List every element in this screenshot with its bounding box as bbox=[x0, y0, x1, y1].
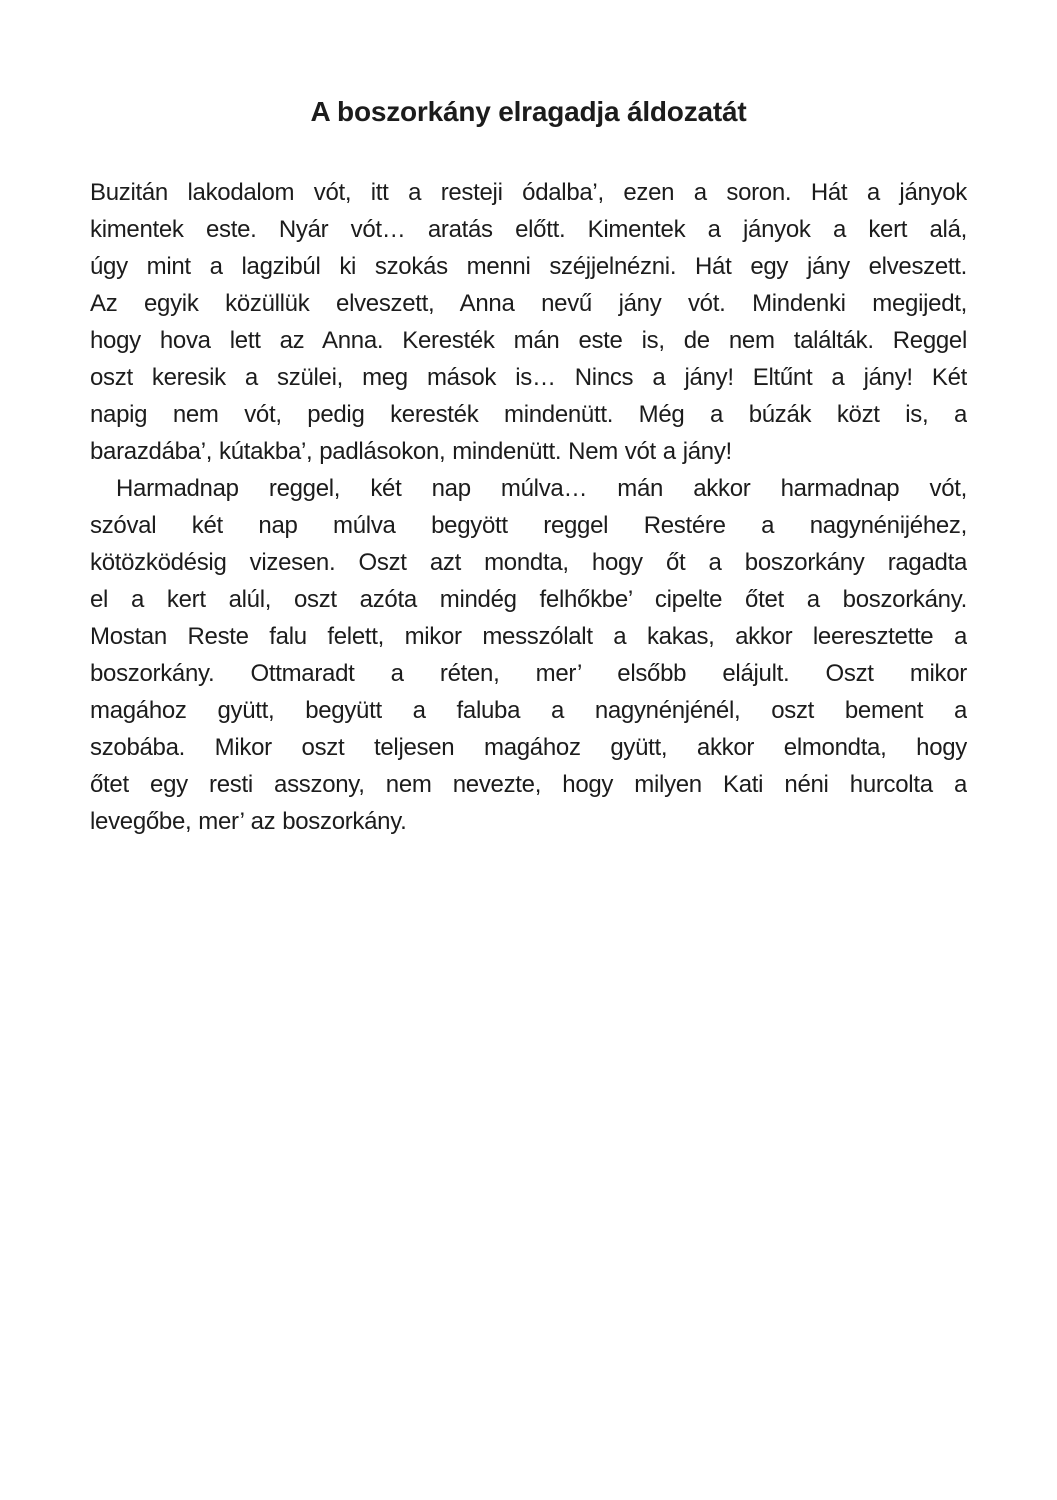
text-line: Buzitán lakodalom vót, itt a resteji ódalba’, ezen a soron. Hát a jányok bbox=[90, 179, 967, 206]
text-line: Az egyik közüllük elveszett, Anna nevű jány vót. Mindenki megijedt, bbox=[90, 290, 967, 317]
text-line: barazdába’, kútakba’, padlásokon, mindenütt. Nem vót a jány! bbox=[90, 438, 732, 465]
text-line: magához gyütt, begyütt a faluba a nagynénjénél, oszt bement a bbox=[90, 697, 967, 724]
text-line: szobába. Mikor oszt teljesen magához gyütt, akkor elmondta, hogy bbox=[90, 734, 967, 761]
paragraph bbox=[90, 174, 967, 470]
text-line: Mostan Reste falu felett, mikor messzólalt a kakas, akkor leeresztette a bbox=[90, 623, 967, 650]
document-body bbox=[90, 174, 967, 840]
paragraph bbox=[90, 470, 967, 840]
text-line: Harmadnap reggel, két nap múlva… mán akkor harmadnap vót, bbox=[116, 475, 967, 502]
text-line: boszorkány. Ottmaradt a réten, mer’ elsőbb elájult. Oszt mikor bbox=[90, 660, 967, 687]
text-line: hogy hova lett az Anna. Keresték mán este is, de nem találták. Reggel bbox=[90, 327, 967, 354]
text-line: kimentek este. Nyár vót… aratás előtt. Kimentek a jányok a kert alá, bbox=[90, 216, 967, 243]
text-line: el a kert alúl, oszt azóta mindég felhőkbe’ cipelte őtet a boszorkány. bbox=[90, 586, 967, 613]
text-line: oszt keresik a szülei, meg mások is… Nincs a jány! Eltűnt a jány! Két bbox=[90, 364, 967, 391]
text-line: napig nem vót, pedig keresték mindenütt. Még a búzák közt is, a bbox=[90, 401, 967, 428]
text-line: levegőbe, mer’ az boszorkány. bbox=[90, 808, 407, 835]
text-line: úgy mint a lagzibúl ki szokás menni széjjelnézni. Hát egy jány elveszett. bbox=[90, 253, 967, 280]
text-line: kötözködésig vizesen. Oszt azt mondta, hogy őt a boszorkány ragadta bbox=[90, 549, 967, 576]
text-line: szóval két nap múlva begyött reggel Restére a nagynénijéhez, bbox=[90, 512, 967, 539]
document-title: A boszorkány elragadja áldozatát bbox=[310, 96, 747, 127]
text-line: őtet egy resti asszony, nem nevezte, hogy milyen Kati néni hurcolta a bbox=[90, 771, 967, 798]
